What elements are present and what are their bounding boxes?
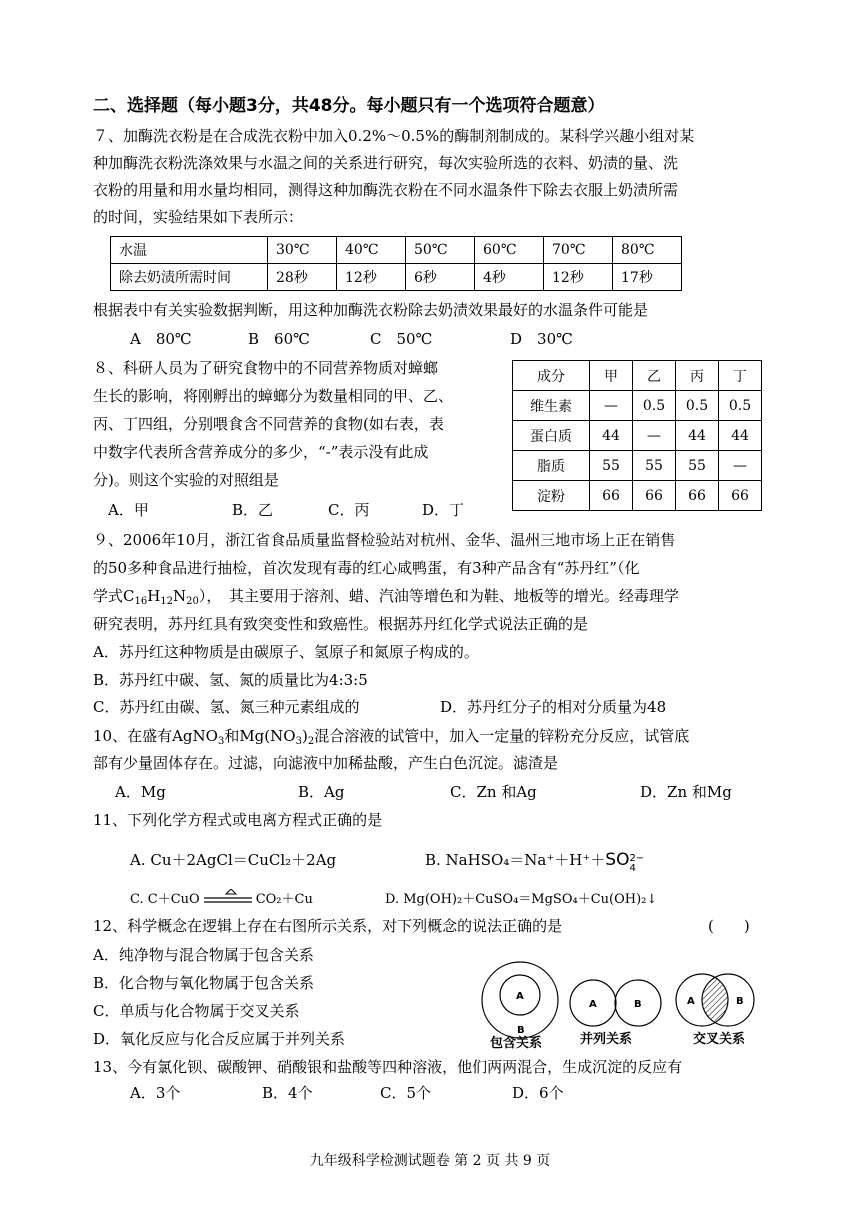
table-cell: 44 <box>719 421 762 451</box>
q7-option-a: A 80℃ <box>130 330 192 348</box>
table-cell: 66 <box>676 481 719 511</box>
q9-option-d: D．苏丹红分子的相对分质量为48 <box>440 698 667 716</box>
q7-question: 根据表中有关实验数据判断，用这种加酶洗衣粉除去奶渍效果最好的水温条件可能是 <box>93 301 649 319</box>
table-row <box>513 391 762 421</box>
q8-line-5: 分)。则这个实验的对照组是 <box>93 471 279 489</box>
q12-stem: 12、科学概念在逻辑上存在右图所示关系，对下列概念的说法正确的是 <box>93 917 563 935</box>
table-cell: 30℃ <box>268 237 337 264</box>
formula-text: 和Mg(NO <box>224 727 296 745</box>
formula-text: N <box>173 587 187 605</box>
q10-option-a: A．Mg <box>115 783 166 801</box>
table-cell: 55 <box>590 451 633 481</box>
table-cell: 成分 <box>513 361 590 391</box>
q13-option-a: A．3个 <box>130 1084 181 1102</box>
table-cell: 除去奶渍所需时间 <box>111 264 268 291</box>
q12-option-c: C．单质与化合物属于交叉关系 <box>93 1002 300 1020</box>
table-cell: 66 <box>633 481 676 511</box>
table-cell: 28秒 <box>268 264 337 291</box>
q12-option-d: D．氧化反应与化合反应属于并列关系 <box>93 1030 346 1048</box>
subscript: 3 <box>295 736 302 747</box>
table-cell: 脂质 <box>513 451 590 481</box>
subscript: 12 <box>160 596 174 607</box>
table-cell: 丙 <box>676 361 719 391</box>
q11-option-a: A. Cu＋2AgCl＝CuCl₂＋2Ag <box>130 851 337 869</box>
table-cell: 55 <box>633 451 676 481</box>
table-cell: 50℃ <box>406 237 475 264</box>
heat-arrow-icon <box>200 891 256 905</box>
ion-charge: 2− <box>629 853 645 864</box>
q10-option-b: B．Ag <box>298 783 345 801</box>
q8-option-a: A．甲 <box>108 501 149 519</box>
table-cell: 甲 <box>590 361 633 391</box>
circle-label-a: A <box>589 999 597 1010</box>
table-cell: 80℃ <box>613 237 682 264</box>
table-row <box>111 237 682 264</box>
q13-option-c: C．5个 <box>380 1084 432 1102</box>
inclusion-label: 包含关系 <box>490 1036 543 1051</box>
table-cell: 0.5 <box>676 391 719 421</box>
q10-option-c: C．Zn 和Ag <box>450 783 537 801</box>
parallel-label: 并列关系 <box>580 1032 633 1047</box>
formula-text: ）， 其主要用于溶剂、蜡、汽油等增色和为鞋、地板等的增光。经毒理学 <box>198 587 679 605</box>
table-cell: 乙 <box>633 361 676 391</box>
intersection-diagram <box>676 974 754 1047</box>
formula-text: 学式C <box>93 587 135 605</box>
q9-option-a: A．苏丹红这种物质是由碳原子、氢原子和氮原子构成的。 <box>93 643 479 661</box>
table-cell: 55 <box>676 451 719 481</box>
table-row <box>513 451 762 481</box>
table-cell: 6秒 <box>406 264 475 291</box>
formula-text: CO₂＋Cu <box>255 892 313 907</box>
table-cell: 维生素 <box>513 391 590 421</box>
q7-option-b: B 60℃ <box>248 330 310 348</box>
table-cell: 12秒 <box>337 264 406 291</box>
intersection-label: 交叉关系 <box>693 1032 746 1047</box>
table-cell: 4秒 <box>475 264 544 291</box>
table-cell: — <box>590 391 633 421</box>
page-footer: 九年级科学检测试题卷 第 2 页 共 9 页 <box>309 1153 551 1169</box>
q8-line-1: ８、科研人员为了研究食物中的不同营养物质对蟑螂 <box>93 359 439 377</box>
table-cell: 66 <box>719 481 762 511</box>
table-row <box>513 481 762 511</box>
ion-subscript: 4 <box>629 863 636 874</box>
q12-answer-paren: ( ) <box>708 917 750 935</box>
parallel-diagram <box>570 980 661 1047</box>
circle-label-a: A <box>687 996 695 1007</box>
q7-option-d: D 30℃ <box>510 330 573 348</box>
q8-option-c: C．丙 <box>328 501 370 519</box>
q11-stem: 11、下列化学方程式或电离方程式正确的是 <box>93 811 383 829</box>
q9-line-2: 的50多种食品进行抽检，首次发现有毒的红心咸鸭蛋，有3种产品含有“苏丹红”（化 <box>93 559 640 577</box>
q7-line-3: 衣粉的用量和用水量均相同，测得这种加酶洗衣粉在不同水温条件下除去衣服上奶渍所需 <box>93 181 679 199</box>
q12-option-b: B．化合物与氧化物属于包含关系 <box>93 974 315 992</box>
q13-stem: 13、今有氯化钡、碳酸钾、硝酸银和盐酸等四种溶液，他们两两混合，生成沉淀的反应有 <box>93 1058 683 1076</box>
table-cell: 70℃ <box>544 237 613 264</box>
q12-option-a: A．纯净物与混合物属于包含关系 <box>93 946 314 964</box>
set-relation-diagram <box>475 955 775 1060</box>
q8-option-b: B．乙 <box>232 501 274 519</box>
table-row <box>513 421 762 451</box>
subscript: 20 <box>186 596 199 607</box>
q13-option-b: B．4个 <box>262 1084 313 1102</box>
table-cell: 12秒 <box>544 264 613 291</box>
q7-line-1: ７、加酶洗衣粉是在合成洗衣粉中加入0.2%～0.5%的酶制剂制成的。某科学兴趣小组对某 <box>93 127 695 145</box>
table-cell: 水温 <box>111 237 268 264</box>
q7-temperature-table <box>110 236 682 291</box>
circle-label-b: B <box>517 1025 525 1036</box>
table-cell: 淀粉 <box>513 481 590 511</box>
formula-text: C. C＋CuO <box>130 892 200 907</box>
formula-text: 混合溶液的试管中，加入一定量的锌粉充分反应，试管底 <box>314 727 690 745</box>
q11-option-b <box>425 850 644 874</box>
q7-line-4: 的时间，实验结果如下表所示： <box>93 208 304 226</box>
q10-line-1: 10、在盛有AgNO$_3$和$Mg(NO_3)_2$混合溶液的试管中，加入一定量的锌粉充分反应，试管底 <box>93 727 690 747</box>
section-title: 二、选择题（每小题3分，共48分。每小题只有一个选项符合题意） <box>93 96 605 116</box>
table-cell: — <box>633 421 676 451</box>
table-cell: 60℃ <box>475 237 544 264</box>
table-row <box>513 361 762 391</box>
circle-label-b: B <box>736 996 744 1007</box>
formula-text: B. NaHSO₄＝Na⁺＋H⁺＋ <box>425 851 606 869</box>
table-row <box>111 264 682 291</box>
table-cell: 44 <box>590 421 633 451</box>
table-cell: 40℃ <box>337 237 406 264</box>
circle-label-b: B <box>634 999 642 1010</box>
ion-text: SO <box>605 850 630 870</box>
subscript: 16 <box>134 596 148 607</box>
q10-line-2: 部有少量固体存在。过滤，向滤液中加稀盐酸，产生白色沉淀。滤渣是 <box>93 754 559 772</box>
table-cell: 丁 <box>719 361 762 391</box>
q9-line-3 <box>93 586 679 612</box>
q9-option-b: B．苏丹红中碳、氢、氮的质量比为4:3:5 <box>93 671 368 689</box>
q8-line-3: 丙、丁四组，分别喂食含不同营养的食物(如右表，表 <box>93 415 444 433</box>
table-cell: 0.5 <box>719 391 762 421</box>
formula-text: H <box>147 587 161 605</box>
table-cell: 蛋白质 <box>513 421 590 451</box>
subscript: 3 <box>217 736 225 747</box>
circle-label-a: A <box>516 991 524 1002</box>
q9-line-1: ９、2006年10月，浙江省食品质量监督检验站对杭州、金华、温州三地市场上正在销售 <box>93 531 676 549</box>
q9-option-c: C．苏丹红由碳、氢、氮三种元素组成的 <box>93 698 360 716</box>
q11-option-c <box>130 890 313 910</box>
q9-line-4: 研究表明，苏丹红具有致突变性和致癌性。根据苏丹红化学式说法正确的是 <box>93 615 589 633</box>
inclusion-diagram <box>482 962 558 1051</box>
table-cell: 17秒 <box>613 264 682 291</box>
table-cell: 66 <box>590 481 633 511</box>
table-cell: 0.5 <box>633 391 676 421</box>
q11-option-d: D. Mg(OH)₂＋CuSO₄＝MgSO₄＋Cu(OH)₂↓ <box>385 892 658 907</box>
q8-option-d: D．丁 <box>422 501 465 519</box>
formula-text: 10、在盛有AgNO <box>93 727 218 745</box>
q7-line-2: 种加酶洗衣粉洗涤效果与水温之间的关系进行研究，每次实验所选的衣料、奶渍的量、洗 <box>93 154 679 172</box>
q8-nutrition-table <box>512 360 762 511</box>
table-cell: 44 <box>676 421 719 451</box>
q7-option-c: C 50℃ <box>370 330 433 348</box>
q10-option-d: D．Zn 和Mg <box>640 783 732 801</box>
q8-line-4: 中数字代表所含营养成分的多少，“-”表示没有此成 <box>93 443 429 461</box>
subscript: 2 <box>307 736 315 747</box>
q8-line-2: 生长的影响，将刚孵出的蟑螂分为数量相同的甲、乙、 <box>93 387 454 405</box>
q13-option-d: D．6个 <box>512 1084 564 1102</box>
table-cell: — <box>719 451 762 481</box>
